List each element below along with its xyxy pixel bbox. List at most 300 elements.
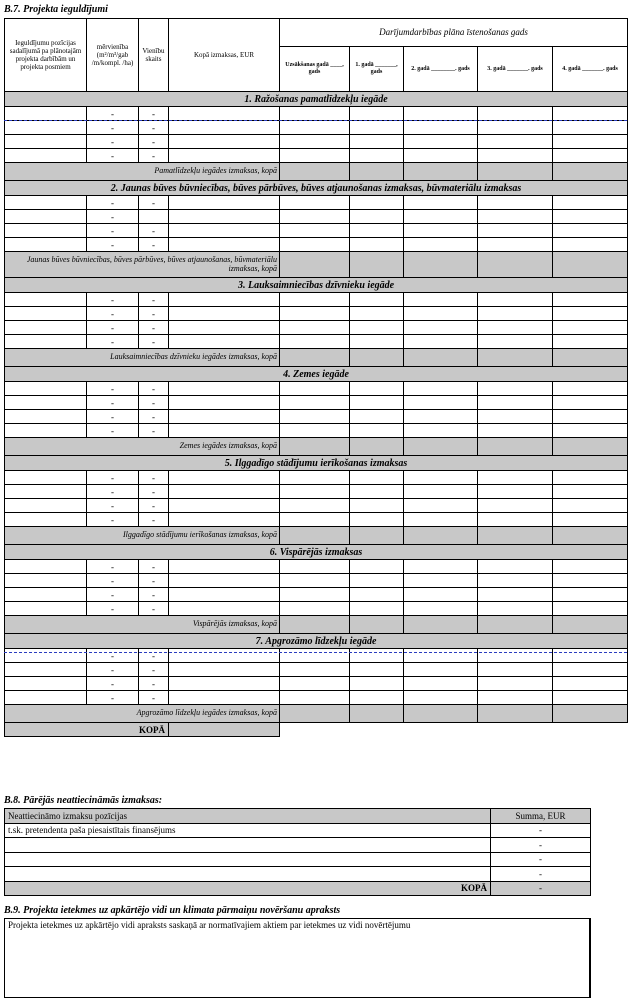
count-cell[interactable]: - <box>139 588 169 602</box>
count-cell[interactable]: - <box>139 196 169 210</box>
group-title: 7. Apgrozāmo līdzekļu iegāde <box>5 634 628 649</box>
count-cell[interactable]: - <box>139 602 169 616</box>
table-cell[interactable] <box>350 149 404 163</box>
table-cell[interactable] <box>404 677 478 691</box>
table-cell[interactable] <box>404 602 478 616</box>
unit-cell[interactable]: - <box>87 321 139 335</box>
table-cell[interactable] <box>478 107 553 121</box>
table-cell[interactable] <box>478 135 553 149</box>
table-cell[interactable] <box>169 677 280 691</box>
table-cell[interactable] <box>404 499 478 513</box>
unit-cell[interactable]: - <box>87 649 139 663</box>
table-cell[interactable] <box>553 107 628 121</box>
table-cell[interactable] <box>404 485 478 499</box>
unit-cell[interactable]: - <box>87 499 139 513</box>
unit-cell[interactable]: - <box>87 382 139 396</box>
table-cell[interactable] <box>5 382 87 396</box>
table-cell[interactable] <box>478 196 553 210</box>
table-cell[interactable] <box>350 196 404 210</box>
table-cell[interactable] <box>478 471 553 485</box>
group-total-label: Zemes iegādes izmaksas, kopā <box>5 438 280 456</box>
table-cell[interactable] <box>478 485 553 499</box>
table-cell[interactable] <box>553 424 628 438</box>
table-cell[interactable] <box>553 238 628 252</box>
count-cell[interactable]: - <box>139 107 169 121</box>
table-cell[interactable] <box>169 485 280 499</box>
group-total-label: Apgrozāmo līdzekļu iegādes izmaksas, kopā <box>5 705 280 723</box>
table-cell[interactable] <box>350 485 404 499</box>
b8-row-value[interactable]: - <box>491 852 591 867</box>
count-cell[interactable] <box>139 210 169 224</box>
table-cell[interactable] <box>5 574 87 588</box>
table-cell[interactable] <box>553 649 628 663</box>
group-total-row <box>5 163 628 181</box>
table-cell[interactable] <box>5 663 87 677</box>
table-cell[interactable] <box>404 382 478 396</box>
count-cell[interactable]: - <box>139 121 169 135</box>
table-cell[interactable] <box>169 691 280 705</box>
table-cell[interactable] <box>478 560 553 574</box>
unit-cell[interactable]: - <box>87 121 139 135</box>
table-cell[interactable] <box>169 574 280 588</box>
section-b8-title: B.8. Pārējās neattiecināmās izmaksas: <box>4 795 163 806</box>
table-cell[interactable] <box>169 649 280 663</box>
table-cell[interactable] <box>5 396 87 410</box>
table-cell[interactable] <box>478 424 553 438</box>
table-cell[interactable] <box>280 238 350 252</box>
table-cell[interactable] <box>169 471 280 485</box>
count-cell[interactable]: - <box>139 471 169 485</box>
table-cell[interactable] <box>404 107 478 121</box>
table-cell[interactable] <box>280 196 350 210</box>
b8-row-label[interactable] <box>5 867 491 882</box>
table-cell[interactable] <box>478 396 553 410</box>
table-cell[interactable] <box>5 677 87 691</box>
table-cell[interactable] <box>478 121 553 135</box>
table-cell[interactable] <box>5 335 87 349</box>
count-cell[interactable]: - <box>139 135 169 149</box>
table-cell[interactable] <box>404 121 478 135</box>
table-cell[interactable] <box>404 691 478 705</box>
table-cell[interactable] <box>280 574 350 588</box>
table-cell[interactable] <box>5 471 87 485</box>
count-cell[interactable]: - <box>139 410 169 424</box>
count-cell[interactable]: - <box>139 677 169 691</box>
grand-total-row <box>5 723 628 737</box>
b8-row-label[interactable] <box>5 852 491 867</box>
table-cell[interactable] <box>280 560 350 574</box>
unit-cell[interactable]: - <box>87 307 139 321</box>
table-cell[interactable] <box>280 499 350 513</box>
table-cell[interactable] <box>5 321 87 335</box>
table-cell[interactable] <box>280 410 350 424</box>
table-cell[interactable] <box>280 224 350 238</box>
unit-cell[interactable]: - <box>87 196 139 210</box>
table-cell[interactable] <box>280 649 350 663</box>
table-cell[interactable] <box>350 210 404 224</box>
table-cell[interactable] <box>5 307 87 321</box>
table-cell[interactable] <box>478 321 553 335</box>
grand-total-label: KOPĀ <box>5 723 169 737</box>
unit-cell[interactable]: - <box>87 588 139 602</box>
count-cell[interactable]: - <box>139 649 169 663</box>
table-cell[interactable] <box>5 107 87 121</box>
table-cell[interactable] <box>350 649 404 663</box>
table-cell[interactable] <box>553 210 628 224</box>
table-cell[interactable] <box>478 410 553 424</box>
table-cell[interactable] <box>553 293 628 307</box>
table-cell[interactable] <box>350 293 404 307</box>
table-cell[interactable] <box>478 293 553 307</box>
table-cell[interactable] <box>5 210 87 224</box>
total-cell <box>478 163 553 181</box>
table-cell[interactable] <box>350 121 404 135</box>
table-cell[interactable] <box>350 663 404 677</box>
table-cell[interactable] <box>169 382 280 396</box>
table-cell[interactable] <box>478 663 553 677</box>
count-cell[interactable]: - <box>139 321 169 335</box>
unit-cell[interactable]: - <box>87 677 139 691</box>
total-cell <box>478 252 553 278</box>
table-cell[interactable] <box>553 588 628 602</box>
table-cell[interactable] <box>553 196 628 210</box>
table-cell[interactable] <box>169 224 280 238</box>
table-cell[interactable] <box>404 649 478 663</box>
table-cell[interactable] <box>280 485 350 499</box>
table-cell[interactable] <box>280 513 350 527</box>
table-cell[interactable] <box>350 224 404 238</box>
table-cell[interactable] <box>404 574 478 588</box>
table-cell[interactable] <box>169 602 280 616</box>
table-cell[interactable] <box>350 499 404 513</box>
table-cell[interactable] <box>553 602 628 616</box>
table-cell[interactable] <box>280 602 350 616</box>
table-cell[interactable] <box>350 382 404 396</box>
table-cell[interactable] <box>169 107 280 121</box>
table-row <box>5 382 628 396</box>
table-cell[interactable] <box>553 410 628 424</box>
table-cell[interactable] <box>280 588 350 602</box>
table-cell[interactable] <box>553 691 628 705</box>
table-cell[interactable] <box>5 135 87 149</box>
table-cell[interactable] <box>478 210 553 224</box>
count-cell[interactable]: - <box>139 485 169 499</box>
table-cell[interactable] <box>280 307 350 321</box>
table-cell[interactable] <box>478 149 553 163</box>
total-cell <box>553 616 628 634</box>
table-row <box>5 574 628 588</box>
unit-cell[interactable]: - <box>87 560 139 574</box>
table-cell[interactable] <box>404 149 478 163</box>
right-border-column <box>590 808 627 894</box>
table-cell[interactable] <box>5 649 87 663</box>
table-cell[interactable] <box>169 513 280 527</box>
table-cell[interactable] <box>5 485 87 499</box>
table-cell[interactable] <box>350 513 404 527</box>
table-cell[interactable] <box>553 499 628 513</box>
table-cell[interactable] <box>169 238 280 252</box>
group-title: 3. Lauksaimniecības dzīvnieku iegāde <box>5 278 628 293</box>
table-cell[interactable] <box>553 677 628 691</box>
unit-cell[interactable]: - <box>87 513 139 527</box>
b8-row-label[interactable] <box>5 838 491 853</box>
total-cell <box>280 349 350 367</box>
table-cell[interactable] <box>478 649 553 663</box>
group-total-row <box>5 252 628 278</box>
table-cell[interactable] <box>404 410 478 424</box>
table-cell[interactable] <box>350 107 404 121</box>
table-cell[interactable] <box>169 196 280 210</box>
table-cell[interactable] <box>478 335 553 349</box>
table-cell[interactable] <box>478 499 553 513</box>
table-cell[interactable] <box>478 588 553 602</box>
table-cell[interactable] <box>5 121 87 135</box>
table-cell[interactable] <box>553 321 628 335</box>
count-cell[interactable]: - <box>139 238 169 252</box>
group-total-row <box>5 349 628 367</box>
table-cell[interactable] <box>5 293 87 307</box>
count-cell[interactable]: - <box>139 499 169 513</box>
count-cell[interactable]: - <box>139 691 169 705</box>
table-row <box>5 471 628 485</box>
table-cell[interactable] <box>5 196 87 210</box>
count-cell[interactable]: - <box>139 560 169 574</box>
table-cell[interactable] <box>478 691 553 705</box>
table-cell[interactable] <box>5 499 87 513</box>
total-cell <box>478 438 553 456</box>
table-cell[interactable] <box>280 471 350 485</box>
table-cell[interactable] <box>553 560 628 574</box>
table-cell[interactable] <box>350 560 404 574</box>
table-cell[interactable] <box>350 574 404 588</box>
table-cell[interactable] <box>280 121 350 135</box>
unit-cell[interactable]: - <box>87 602 139 616</box>
table-cell[interactable] <box>404 471 478 485</box>
table-cell[interactable] <box>350 677 404 691</box>
table-cell[interactable] <box>553 224 628 238</box>
table-cell[interactable] <box>5 602 87 616</box>
table-cell[interactable] <box>350 238 404 252</box>
count-cell[interactable]: - <box>139 293 169 307</box>
table-cell[interactable] <box>350 321 404 335</box>
table-cell[interactable] <box>478 574 553 588</box>
selection-line <box>4 652 627 653</box>
table-cell[interactable] <box>280 210 350 224</box>
table-cell[interactable] <box>350 335 404 349</box>
b8-row-value[interactable]: - <box>491 823 591 838</box>
table-cell[interactable] <box>5 410 87 424</box>
group-title: 4. Zemes iegāde <box>5 367 628 382</box>
table-cell[interactable] <box>5 560 87 574</box>
table-cell[interactable] <box>404 224 478 238</box>
unit-cell[interactable]: - <box>87 691 139 705</box>
table-cell[interactable] <box>280 424 350 438</box>
unit-cell[interactable]: - <box>87 293 139 307</box>
table-row <box>5 307 628 321</box>
total-cell <box>280 438 350 456</box>
unit-cell[interactable]: - <box>87 424 139 438</box>
total-cell <box>404 163 478 181</box>
unit-cell[interactable]: - <box>87 471 139 485</box>
table-cell[interactable] <box>280 149 350 163</box>
table-cell[interactable] <box>280 396 350 410</box>
unit-cell[interactable]: - <box>87 335 139 349</box>
table-cell[interactable] <box>350 588 404 602</box>
table-cell[interactable] <box>553 121 628 135</box>
table-cell[interactable] <box>404 396 478 410</box>
years-span-header: Darījumdarbības plāna īstenošanas gads <box>280 19 628 47</box>
table-cell[interactable] <box>404 588 478 602</box>
table-cell[interactable] <box>280 293 350 307</box>
total-cell <box>404 349 478 367</box>
table-cell[interactable] <box>280 107 350 121</box>
table-cell[interactable] <box>169 663 280 677</box>
b8-row-value[interactable]: - <box>491 838 591 853</box>
table-cell[interactable] <box>169 560 280 574</box>
table-cell[interactable] <box>169 293 280 307</box>
table-cell[interactable] <box>553 574 628 588</box>
table-cell[interactable] <box>404 210 478 224</box>
unit-cell[interactable]: - <box>87 396 139 410</box>
table-cell[interactable] <box>404 560 478 574</box>
table-cell[interactable] <box>169 424 280 438</box>
count-cell[interactable]: - <box>139 149 169 163</box>
unit-cell[interactable]: - <box>87 663 139 677</box>
unit-cell[interactable]: - <box>87 410 139 424</box>
group-title: 2. Jaunas būves būvniecības, būves pārbūves, būves atjaunošanas izmaksas, būvmateriālu izmaksas <box>5 181 628 196</box>
table-cell[interactable] <box>478 513 553 527</box>
table-cell[interactable] <box>5 588 87 602</box>
table-cell[interactable] <box>478 602 553 616</box>
table-cell[interactable] <box>553 485 628 499</box>
count-cell[interactable]: - <box>139 663 169 677</box>
table-cell[interactable] <box>404 238 478 252</box>
table-cell[interactable] <box>478 238 553 252</box>
count-cell[interactable]: - <box>139 424 169 438</box>
table-cell[interactable] <box>5 424 87 438</box>
count-cell[interactable]: - <box>139 335 169 349</box>
b8-col-sum: Summa, EUR <box>491 809 591 824</box>
table-cell[interactable] <box>169 335 280 349</box>
table-cell[interactable] <box>5 149 87 163</box>
count-cell[interactable]: - <box>139 382 169 396</box>
group-total-label: Jaunas būves būvniecības, būves pārbūves, būves atjaunošanas, būvmateriālu izmaksas, kopā <box>5 252 280 278</box>
table-cell[interactable] <box>478 224 553 238</box>
table-cell[interactable] <box>553 149 628 163</box>
table-cell[interactable] <box>553 513 628 527</box>
table-cell[interactable] <box>5 691 87 705</box>
col-total-cost-header: Kopā izmaksas, EUR <box>169 19 280 92</box>
table-cell[interactable] <box>350 396 404 410</box>
unit-cell[interactable]: - <box>87 149 139 163</box>
table-cell[interactable] <box>350 424 404 438</box>
table-cell[interactable] <box>169 135 280 149</box>
b8-total-label: KOPĀ <box>5 881 491 896</box>
unit-cell[interactable]: - <box>87 210 139 224</box>
table-cell[interactable] <box>169 307 280 321</box>
count-cell[interactable]: - <box>139 513 169 527</box>
table-cell[interactable] <box>280 382 350 396</box>
table-cell[interactable] <box>553 135 628 149</box>
table-cell[interactable] <box>5 513 87 527</box>
table-cell[interactable] <box>478 307 553 321</box>
count-cell[interactable]: - <box>139 574 169 588</box>
total-cell <box>404 438 478 456</box>
unit-cell[interactable]: - <box>87 135 139 149</box>
table-cell[interactable] <box>350 135 404 149</box>
table-cell[interactable] <box>404 663 478 677</box>
investments-table <box>4 18 628 737</box>
table-cell[interactable] <box>404 196 478 210</box>
table-cell[interactable] <box>553 471 628 485</box>
table-cell[interactable] <box>553 307 628 321</box>
table-cell[interactable] <box>404 293 478 307</box>
table-cell[interactable] <box>169 121 280 135</box>
unit-cell[interactable]: - <box>87 107 139 121</box>
table-cell[interactable] <box>350 410 404 424</box>
unit-cell[interactable]: - <box>87 574 139 588</box>
table-cell[interactable] <box>553 396 628 410</box>
table-cell[interactable] <box>280 691 350 705</box>
count-cell[interactable]: - <box>139 307 169 321</box>
table-cell[interactable] <box>478 677 553 691</box>
table-cell[interactable] <box>5 224 87 238</box>
table-cell[interactable] <box>478 382 553 396</box>
table-cell[interactable] <box>350 307 404 321</box>
table-cell[interactable] <box>553 382 628 396</box>
table-cell[interactable] <box>553 335 628 349</box>
table-cell[interactable] <box>404 321 478 335</box>
count-cell[interactable]: - <box>139 224 169 238</box>
table-cell[interactable] <box>169 149 280 163</box>
table-cell[interactable] <box>169 321 280 335</box>
unit-cell[interactable]: - <box>87 238 139 252</box>
table-cell[interactable] <box>404 307 478 321</box>
b8-row-value[interactable]: - <box>491 867 591 882</box>
table-cell[interactable] <box>5 238 87 252</box>
b8-row-label[interactable]: t.sk. pretendenta paša piesaistītais finansējums <box>5 823 491 838</box>
table-row <box>5 499 628 513</box>
unit-cell[interactable]: - <box>87 485 139 499</box>
table-cell[interactable] <box>350 691 404 705</box>
unit-cell[interactable]: - <box>87 224 139 238</box>
table-cell[interactable] <box>404 424 478 438</box>
table-cell[interactable] <box>169 210 280 224</box>
table-cell[interactable] <box>404 513 478 527</box>
table-cell[interactable] <box>404 335 478 349</box>
table-cell[interactable] <box>280 135 350 149</box>
table-cell[interactable] <box>404 135 478 149</box>
table-cell[interactable] <box>280 677 350 691</box>
table-cell[interactable] <box>553 663 628 677</box>
count-cell[interactable]: - <box>139 396 169 410</box>
table-cell[interactable] <box>350 602 404 616</box>
section-b7-title: B.7. Projekta ieguldījumi <box>4 4 108 15</box>
table-cell[interactable] <box>169 410 280 424</box>
table-cell[interactable] <box>280 335 350 349</box>
table-cell[interactable] <box>169 499 280 513</box>
table-cell[interactable] <box>280 663 350 677</box>
table-row <box>5 560 628 574</box>
table-cell[interactable] <box>280 321 350 335</box>
environment-description-box[interactable] <box>4 918 590 998</box>
table-cell[interactable] <box>169 396 280 410</box>
table-cell[interactable] <box>350 471 404 485</box>
total-cell <box>404 705 478 723</box>
table-cell[interactable] <box>169 588 280 602</box>
b8-total-value: - <box>491 881 591 896</box>
total-cell <box>404 616 478 634</box>
